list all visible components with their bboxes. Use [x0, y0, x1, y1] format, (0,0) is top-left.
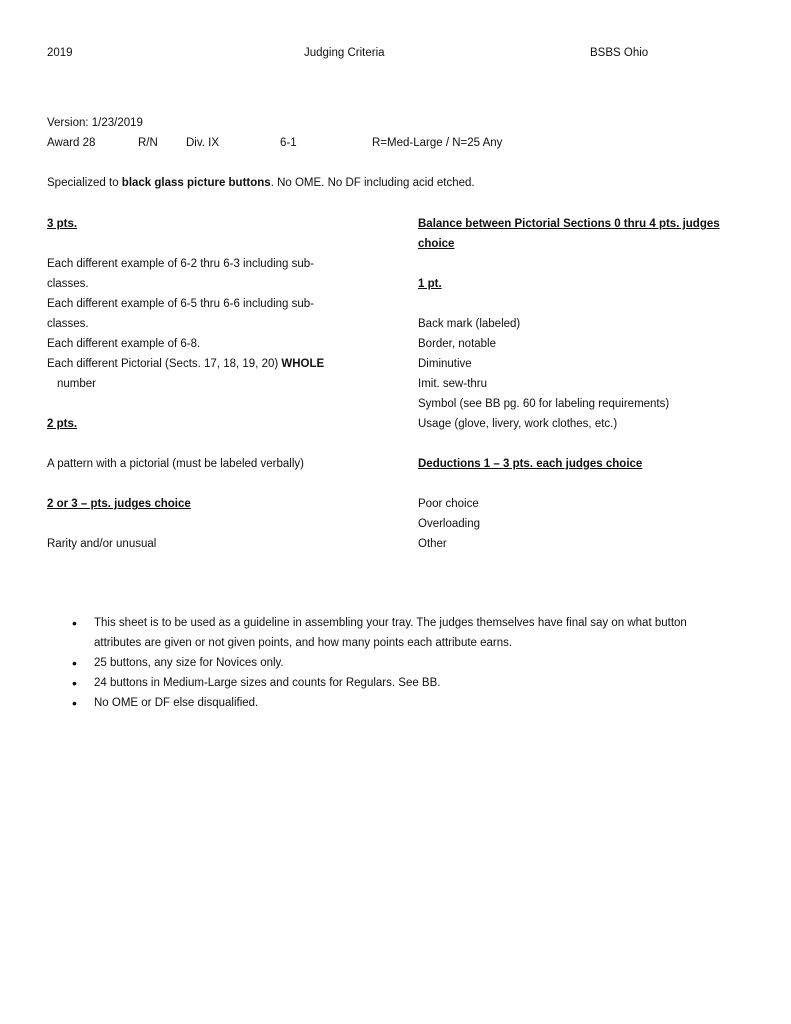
- list-item: Imit. sew-thru: [418, 378, 488, 390]
- list-item: Each different example of 6-2 thru 6-3 including sub-: [47, 258, 314, 270]
- list-item: Usage (glove, livery, work clothes, etc.): [418, 418, 618, 430]
- list-item: A pattern with a pictorial (must be labeled verbally): [47, 458, 304, 470]
- version-line: Version: 1/23/2019: [47, 117, 143, 129]
- list-item: Other: [418, 538, 447, 550]
- right-column: [418, 214, 758, 554]
- list-item: Diminutive: [418, 358, 472, 370]
- note-item: • This sheet is to be used as a guideline in assembling your tray. The judges themselves have final say on what button attributes are given or not given points, and how many points each attribute earns.: [72, 613, 732, 653]
- header-year: 2019: [47, 47, 73, 59]
- heading-1-pt: 1 pt.: [418, 278, 442, 290]
- header-org: BSBS Ohio: [590, 47, 649, 59]
- list-item: Rarity and/or unusual: [47, 538, 157, 550]
- list-item-pictorial: Each different Pictorial (Sects. 17, 18, 19, 20) WHOLE: [47, 358, 325, 370]
- list-item: Overloading: [418, 518, 481, 530]
- list-item: Back mark (labeled): [418, 318, 521, 330]
- heading-balance-cont: choice: [418, 238, 455, 250]
- list-item: Border, notable: [418, 338, 497, 350]
- heading-balance: Balance between Pictorial Sections 0 thru 4 pts. judges: [418, 218, 720, 230]
- heading-deductions: Deductions 1 – 3 pts. each judges choice: [418, 458, 643, 470]
- note-item: • No OME or DF else disqualified.: [72, 693, 732, 713]
- award-rn: R/N: [138, 137, 158, 149]
- list-item: classes.: [47, 278, 89, 290]
- heading-2-pts: 2 pts.: [47, 418, 78, 430]
- heading-3-pts: 3 pts.: [47, 218, 78, 230]
- list-item: Each different example of 6-5 thru 6-6 including sub-: [47, 298, 314, 310]
- list-item: Poor choice: [418, 498, 479, 510]
- list-item-pictorial-cont: number: [57, 378, 96, 390]
- award-sizes: R=Med-Large / N=25 Any: [372, 137, 503, 149]
- award-division: Div. IX: [186, 137, 220, 149]
- header-title: Judging Criteria: [304, 47, 385, 59]
- list-item: Symbol (see BB pg. 60 for labeling requirements): [418, 398, 670, 410]
- note-item: • 25 buttons, any size for Novices only.: [72, 653, 732, 673]
- specialized-line: Specialized to black glass picture buttons. No OME. No DF including acid etched.: [47, 177, 475, 189]
- specialized-emphasis: black glass picture buttons: [121, 177, 271, 189]
- notes-list: [72, 613, 732, 713]
- list-item: Each different example of 6-8.: [47, 338, 201, 350]
- award-class: 6-1: [280, 137, 297, 149]
- heading-2-or-3-pts: 2 or 3 – pts. judges choice: [47, 498, 191, 510]
- list-item: classes.: [47, 318, 89, 330]
- award-number: Award 28: [47, 137, 96, 149]
- note-item: • 24 buttons in Medium-Large sizes and counts for Regulars. See BB.: [72, 673, 732, 693]
- left-column: [47, 214, 367, 554]
